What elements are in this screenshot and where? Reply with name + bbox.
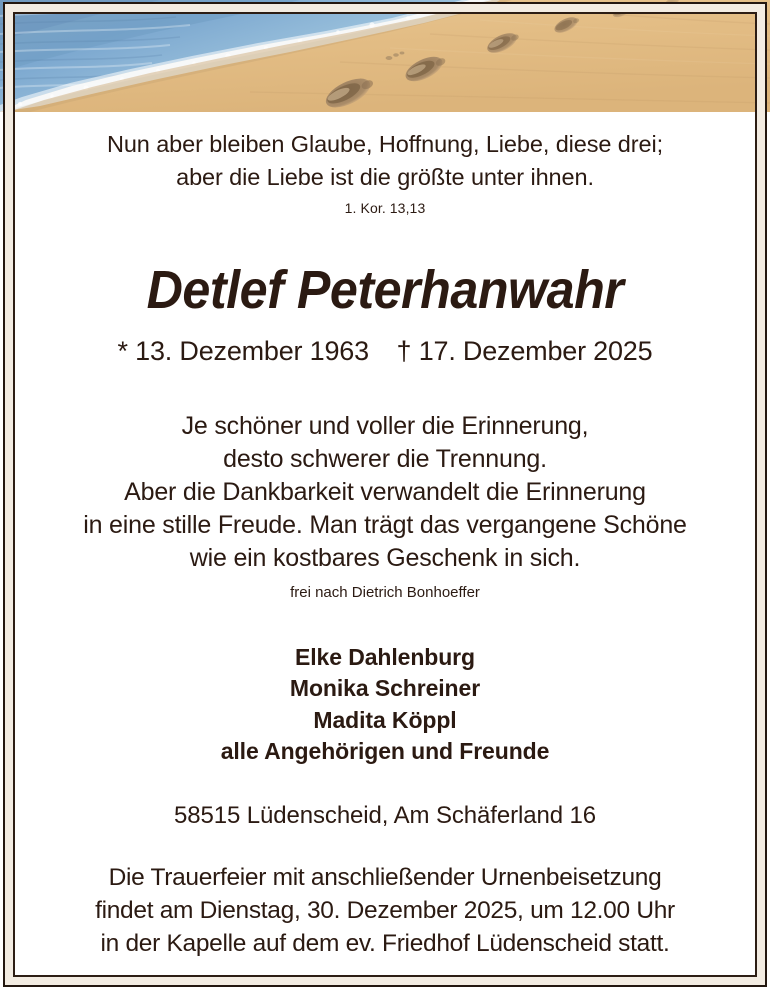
ceremony-line-2: findet am Dienstag, 30. Dezember 2025, um 12.00 Uhr: [95, 897, 675, 925]
deceased-name: Detlef Peterhanwahr: [146, 259, 624, 320]
mourners-address: 58515 Lüdenscheid, Am Schäferland 16: [173, 802, 597, 830]
ceremony-line-1: Die Trauerfeier mit anschließender Urnenbeisetzung: [108, 864, 662, 892]
mourner-name: Elke Dahlenburg: [295, 644, 475, 671]
birth-symbol: *: [117, 336, 128, 367]
poem-line-4: in eine stille Freude. Man trägt das vergangene Schöne: [83, 510, 687, 539]
death-symbol: †: [396, 336, 412, 367]
mourner-name: Monika Schreiner: [289, 675, 481, 702]
poem-source: frei nach Dietrich Bonhoeffer: [290, 583, 480, 601]
mourners-list: [22, 642, 748, 767]
birth-date: 13. Dezember 1963: [135, 336, 369, 367]
poem-line-2: desto schwerer die Trennung.: [223, 444, 547, 473]
bible-verse: [22, 128, 748, 193]
mourner-name: Madita Köppl: [313, 706, 457, 733]
poem-line-3: Aber die Dankbarkeit verwandelt die Erinnerung: [124, 477, 646, 506]
life-dates: [22, 335, 748, 367]
death-date: 17. Dezember 2025: [418, 336, 653, 367]
ceremony-line-3: in der Kapelle auf dem ev. Friedhof Lüdenscheid statt.: [100, 930, 670, 958]
poem-line-5: wie ein kostbares Geschenk in sich.: [189, 543, 581, 572]
ceremony-details: [22, 861, 748, 960]
memorial-poem: [22, 410, 748, 575]
notice-content: [22, 118, 748, 974]
mourner-relatives-line: alle Angehörigen und Freunde: [220, 737, 550, 764]
verse-source: 1. Kor. 13,13: [344, 200, 426, 217]
verse-line-2: aber die Liebe ist die größte unter ihnen.: [176, 163, 594, 190]
poem-line-1: Je schöner und voller die Erinnerung,: [181, 411, 589, 440]
verse-line-1: Nun aber bleiben Glaube, Hoffnung, Liebe, diese drei;: [106, 131, 664, 157]
beach-footprints-header-image: [0, 0, 770, 112]
